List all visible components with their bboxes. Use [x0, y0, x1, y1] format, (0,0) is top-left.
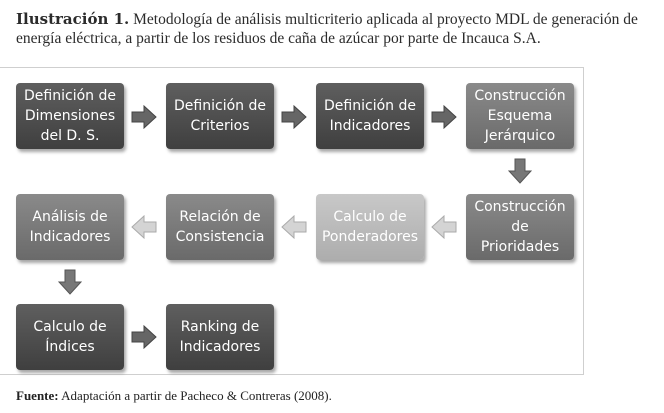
step-calculo-ponderadores: Calculo de Ponderadores — [316, 194, 424, 260]
arrow-left-icon — [281, 215, 307, 239]
arrow-right-icon — [281, 105, 307, 129]
step-calculo-indices: Calculo de Índices — [16, 304, 124, 370]
step-construccion-esquema: Construcción Esquema Jerárquico — [466, 83, 574, 149]
arrow-left-icon — [131, 215, 157, 239]
caption-label: Ilustración 1. — [16, 10, 130, 28]
source-text: Adaptación a partir de Pacheco & Contreras (2008). — [61, 388, 332, 403]
figure-source — [16, 388, 332, 404]
source-label: Fuente: — [16, 388, 59, 403]
arrow-down-icon — [508, 158, 532, 184]
step-definicion-indicadores: Definición de Indicadores — [316, 83, 424, 149]
caption-text: Metodología de análisis multicriterio aplicada al proyecto MDL de generación de energía eléctrica, a partir de los residuos de caña de azúcar por parte de Incauca S.A. — [16, 11, 638, 47]
step-definicion-criterios: Definición de Criterios — [166, 83, 274, 149]
arrow-right-icon — [131, 105, 157, 129]
step-analisis-indicadores: Análisis de Indicadores — [16, 194, 124, 260]
step-construccion-prioridades: Construcción de Prioridades — [466, 194, 574, 260]
step-ranking-indicadores: Ranking de Indicadores — [166, 304, 274, 370]
step-definicion-dimensiones: Definición de Dimensiones del D. S. — [16, 83, 124, 149]
step-relacion-consistencia: Relación de Consistencia — [166, 194, 274, 260]
arrow-left-icon — [431, 215, 457, 239]
arrow-right-icon — [431, 105, 457, 129]
arrow-right-icon — [131, 325, 157, 349]
arrow-down-icon — [58, 269, 82, 295]
figure-caption — [16, 10, 656, 48]
